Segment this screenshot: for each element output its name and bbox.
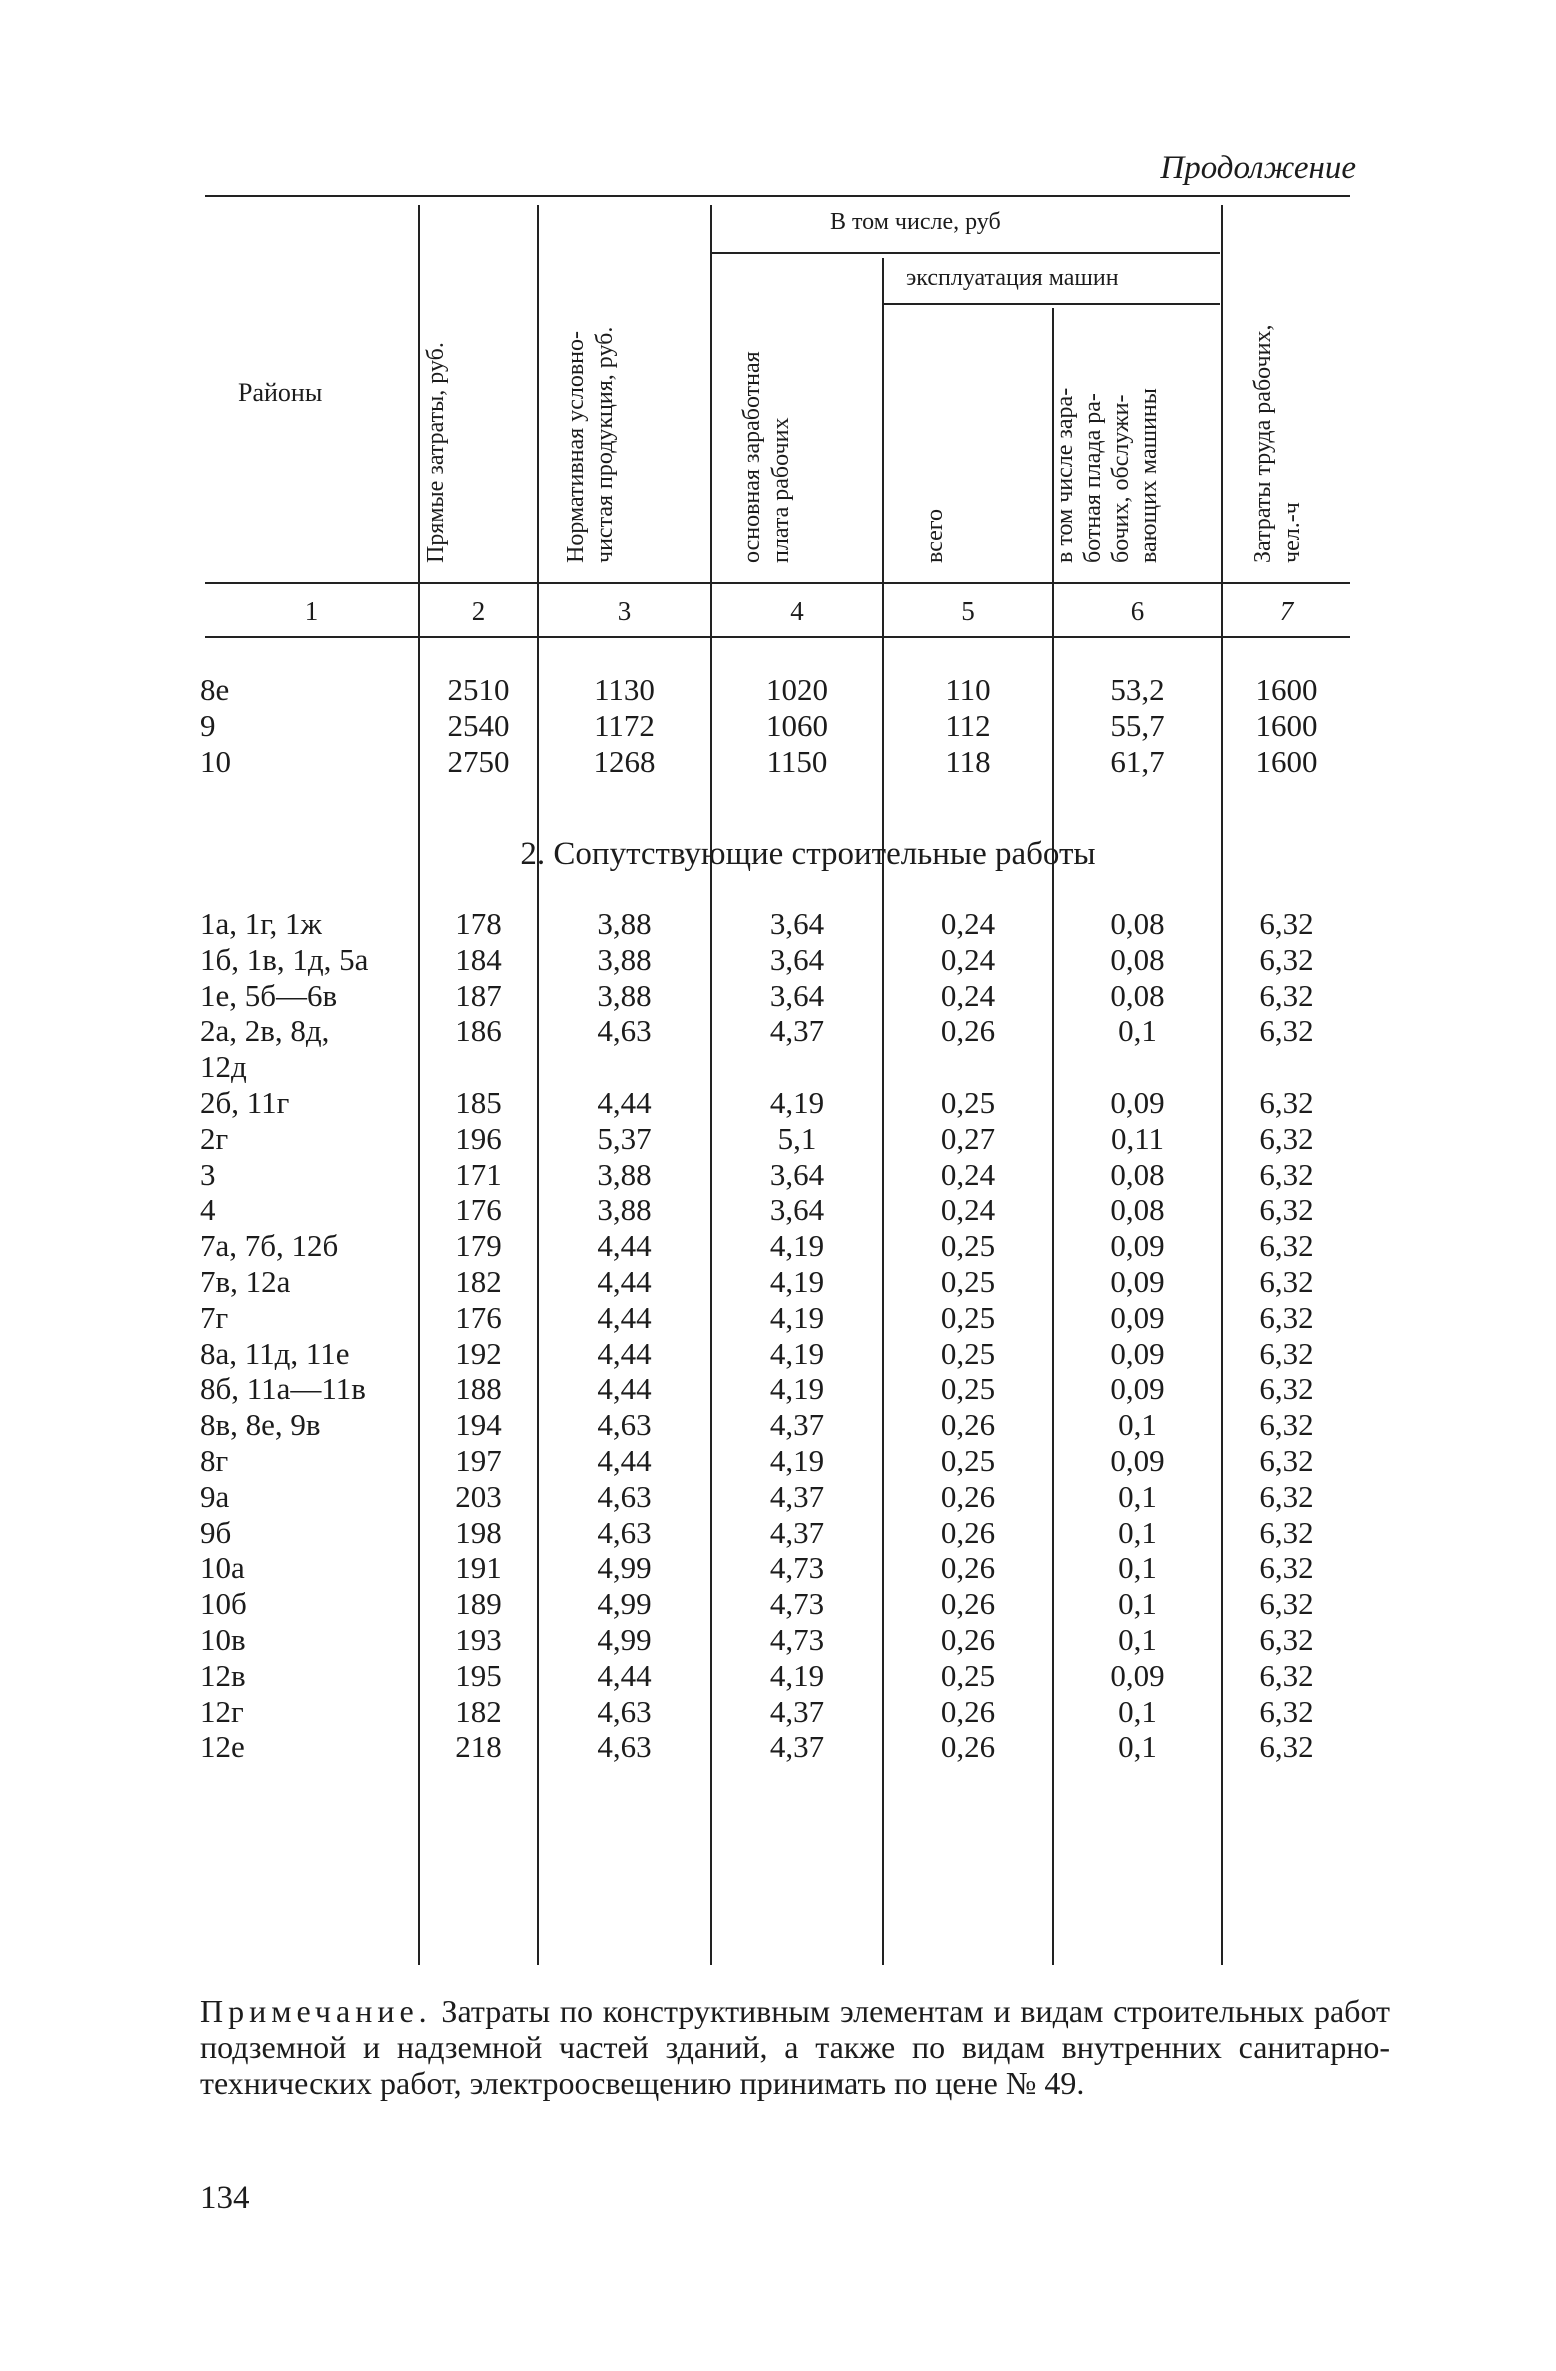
value-cell: 4,44 (597, 1085, 652, 1120)
value-cell: 6,32 (1259, 1693, 1314, 1729)
section-title: 2. Сопутствующие строительные работы (520, 836, 1096, 872)
district-cell: 9б (200, 1514, 232, 1550)
value-cell: 4,63 (597, 1407, 652, 1443)
value-cell: 0,26 (940, 1514, 996, 1550)
value-cell: 4,19 (769, 1657, 825, 1693)
value-cell: 198 (455, 1514, 502, 1550)
value-cell: 4,73 (769, 1586, 825, 1622)
value-cell: 0,26 (940, 1013, 996, 1049)
value-cell: 0,1 (1118, 1729, 1157, 1765)
value-cell: 171 (455, 1156, 502, 1192)
value-cell: 0,27 (940, 1120, 996, 1156)
value-cell: 195 (455, 1657, 502, 1693)
header-districts: Районы (238, 378, 323, 407)
colnum-bottom-rule (205, 636, 1350, 638)
value-cell: 3,64 (769, 1156, 825, 1192)
footnote-text: Затраты по конструктивным элементам и видам строительных работ подземной и надземной частей зданий, а также по видам внутренних санитарно-технических работ, электроосвещению принимать по цене № 49. (200, 1993, 1391, 2101)
value-cell: 53,2 (1110, 672, 1165, 707)
value-cell: 0,08 (1110, 941, 1165, 977)
value-cell: 178 (455, 906, 502, 941)
value-cell: 3,88 (597, 1192, 652, 1228)
value-cell: 1600 (1255, 708, 1318, 743)
value-cell: 184 (455, 941, 502, 977)
value-cell: 0,26 (940, 1478, 996, 1514)
value-cell: 4,37 (769, 1514, 825, 1550)
value-cell: 6,32 (1259, 1228, 1314, 1264)
value-cell: 3,88 (597, 1156, 652, 1192)
value-cell: 4,63 (597, 1514, 652, 1550)
value-cell: 0,25 (940, 1371, 996, 1407)
value-cell: 203 (455, 1478, 502, 1514)
value-cell: 0,24 (940, 1156, 996, 1192)
value-cell: 4,19 (769, 1264, 825, 1299)
district-cell: 1е, 5б—6в (200, 977, 338, 1013)
value-cell: 1150 (766, 744, 828, 779)
value-cell: 6,32 (1259, 1514, 1314, 1550)
value-cell: 0,09 (1110, 1335, 1165, 1371)
value-cell: 0,09 (1110, 1264, 1165, 1299)
value-cell: 1020 (766, 672, 828, 707)
value-cell: 176 (455, 1192, 502, 1228)
district-cell: 2б, 11г (200, 1085, 290, 1120)
value-cell: 6,32 (1259, 1371, 1314, 1407)
value-cell: 0,09 (1110, 1228, 1165, 1264)
value-cell: 179 (455, 1228, 502, 1264)
value-cell: 0,08 (1110, 1192, 1165, 1228)
value-cell: 4,99 (597, 1550, 652, 1586)
value-cell: 0,1 (1118, 1407, 1157, 1443)
district-cell: 2а, 2в, 8д, (200, 1013, 330, 1049)
district-cell: 1б, 1в, 1д, 5а (200, 941, 369, 977)
value-cell: 4,19 (769, 1335, 825, 1371)
value-cell: 4,37 (769, 1729, 825, 1765)
value-cell: 6,32 (1259, 1622, 1314, 1657)
value-cell: 6,32 (1259, 1299, 1314, 1335)
value-cell: 6,32 (1259, 1335, 1314, 1371)
value-cell: 0,25 (940, 1335, 996, 1371)
district-cell: 8а, 11д, 11е (200, 1335, 350, 1371)
district-cell: 10в (200, 1622, 246, 1657)
footnote-label: Примечание. (200, 1993, 432, 2029)
value-cell: 218 (455, 1729, 502, 1765)
value-cell: 0,25 (940, 1657, 996, 1693)
value-cell: 4,63 (597, 1729, 652, 1765)
column-number: 2 (471, 596, 486, 626)
including-rule (712, 252, 1220, 254)
value-cell: 0,25 (940, 1085, 996, 1120)
value-cell: 0,1 (1118, 1693, 1157, 1729)
district-cell: 8б, 11а—11в (200, 1371, 366, 1407)
value-cell: 4,44 (597, 1657, 652, 1693)
value-cell: 0,26 (940, 1622, 996, 1657)
value-cell: 4,19 (769, 1443, 825, 1478)
value-cell: 4,63 (597, 1013, 652, 1049)
column-number: 3 (617, 596, 632, 626)
district-cell: 2г (200, 1120, 229, 1156)
value-cell: 185 (455, 1085, 502, 1120)
value-cell: 176 (455, 1299, 502, 1335)
value-cell: 0,25 (940, 1264, 996, 1299)
value-cell: 186 (455, 1013, 502, 1049)
value-cell: 5,37 (597, 1120, 652, 1156)
district-cell: 12г (200, 1693, 244, 1729)
value-cell: 1172 (594, 708, 655, 743)
value-cell: 112 (945, 708, 991, 743)
value-cell: 0,26 (940, 1550, 996, 1586)
value-cell: 3,64 (769, 906, 825, 941)
value-cell: 6,32 (1259, 1192, 1314, 1228)
value-cell: 4,44 (597, 1371, 652, 1407)
table-top-rule (205, 195, 1350, 197)
district-cell: 8г (200, 1443, 229, 1478)
value-cell: 4,37 (769, 1478, 825, 1514)
value-cell: 0,09 (1110, 1371, 1165, 1407)
value-cell: 4,73 (769, 1622, 825, 1657)
district-cell: 12е (200, 1729, 245, 1765)
value-cell: 4,19 (769, 1371, 825, 1407)
value-cell: 6,32 (1259, 941, 1314, 977)
value-cell: 2750 (447, 744, 510, 779)
value-cell: 191 (455, 1550, 502, 1586)
value-cell: 0,25 (940, 1443, 996, 1478)
value-cell: 4,44 (597, 1299, 652, 1335)
value-cell: 4,44 (597, 1264, 652, 1299)
value-cell: 4,37 (769, 1407, 825, 1443)
value-cell: 1130 (594, 672, 655, 707)
district-cell: 7а, 7б, 12б (200, 1228, 339, 1264)
value-cell: 6,32 (1259, 1013, 1314, 1049)
value-cell: 6,32 (1259, 1550, 1314, 1586)
value-cell: 0,24 (940, 906, 996, 941)
value-cell: 55,7 (1110, 708, 1165, 743)
value-cell: 188 (455, 1371, 502, 1407)
value-cell: 0,09 (1110, 1085, 1165, 1120)
value-cell: 0,26 (940, 1407, 996, 1443)
value-cell: 6,32 (1259, 1729, 1314, 1765)
value-cell: 0,1 (1118, 1622, 1157, 1657)
value-cell: 4,99 (597, 1622, 652, 1657)
column-number: 7 (1279, 596, 1294, 626)
value-cell: 6,32 (1259, 1120, 1314, 1156)
value-cell: 6,32 (1259, 1478, 1314, 1514)
value-cell: 0,24 (940, 1192, 996, 1228)
value-cell: 0,08 (1110, 906, 1165, 941)
value-cell: 2510 (447, 672, 510, 707)
district-cell: 10б (200, 1586, 247, 1622)
value-cell: 0,1 (1118, 1550, 1157, 1586)
value-cell: 6,32 (1259, 1657, 1314, 1693)
value-cell: 0,26 (940, 1729, 996, 1765)
footnote (200, 1993, 1390, 2101)
value-cell: 0,09 (1110, 1657, 1165, 1693)
value-cell: 118 (945, 744, 991, 779)
value-cell: 1600 (1255, 744, 1318, 779)
value-cell: 4,37 (769, 1693, 825, 1729)
value-cell: 0,24 (940, 941, 996, 977)
continuation-label: Продолжение (1160, 150, 1356, 186)
header-bottom-rule (205, 582, 1350, 584)
value-cell: 4,19 (769, 1085, 825, 1120)
value-cell: 4,19 (769, 1228, 825, 1264)
value-cell: 4,63 (597, 1693, 652, 1729)
value-cell: 3,64 (769, 977, 825, 1013)
value-cell: 3,88 (597, 941, 652, 977)
value-cell: 4,44 (597, 1335, 652, 1371)
value-cell: 61,7 (1110, 744, 1165, 779)
value-cell: 0,09 (1110, 1443, 1165, 1478)
district-cell: 10а (200, 1550, 245, 1586)
value-cell: 0,11 (1110, 1120, 1165, 1156)
value-cell: 192 (455, 1335, 502, 1371)
page-number: 134 (200, 2180, 250, 2216)
value-cell: 4,19 (769, 1299, 825, 1335)
value-cell: 0,08 (1110, 977, 1165, 1013)
column-number: 1 (304, 596, 319, 626)
district-cell: 7в, 12а (200, 1264, 291, 1299)
value-cell: 182 (455, 1693, 502, 1729)
value-cell: 4,73 (769, 1550, 825, 1586)
value-cell: 0,09 (1110, 1299, 1165, 1335)
value-cell: 0,08 (1110, 1156, 1165, 1192)
column-number: 6 (1130, 596, 1145, 626)
value-cell: 4,99 (597, 1586, 652, 1622)
value-cell: 0,1 (1118, 1013, 1157, 1049)
column-number: 5 (961, 596, 975, 626)
value-cell: 3,64 (769, 941, 825, 977)
value-cell: 6,32 (1259, 1156, 1314, 1192)
value-cell: 182 (455, 1264, 502, 1299)
district-cell: 12д (200, 1049, 247, 1085)
value-cell: 197 (455, 1443, 502, 1478)
value-cell: 187 (455, 977, 502, 1013)
district-cell: 8в, 8е, 9в (200, 1407, 321, 1443)
value-cell: 0,1 (1118, 1514, 1157, 1550)
value-cell: 3,88 (597, 906, 652, 941)
value-cell: 4,44 (597, 1228, 652, 1264)
value-cell: 6,32 (1259, 1264, 1314, 1299)
value-cell: 1600 (1255, 672, 1318, 707)
value-cell: 189 (455, 1586, 502, 1622)
value-cell: 196 (455, 1120, 502, 1156)
value-cell: 6,32 (1259, 1407, 1314, 1443)
value-cell: 0,1 (1118, 1586, 1157, 1622)
district-cell: 9а (200, 1478, 230, 1514)
value-cell: 1060 (766, 708, 828, 743)
value-cell: 0,24 (940, 977, 996, 1013)
value-cell: 6,32 (1259, 1443, 1314, 1478)
value-cell: 0,1 (1118, 1478, 1157, 1514)
value-cell: 0,26 (940, 1586, 996, 1622)
value-cell: 0,25 (940, 1299, 996, 1335)
district-cell: 7г (200, 1299, 229, 1335)
value-cell: 3,64 (769, 1192, 825, 1228)
value-cell: 0,26 (940, 1693, 996, 1729)
value-cell: 194 (455, 1407, 502, 1443)
value-cell: 6,32 (1259, 906, 1314, 941)
value-cell: 2540 (447, 708, 510, 743)
value-cell: 0,25 (940, 1228, 996, 1264)
value-cell: 5,1 (777, 1120, 817, 1156)
district-cell: 12в (200, 1657, 246, 1693)
header-including: В том числе, руб (830, 209, 1001, 235)
machine-ops-rule (882, 303, 1220, 305)
value-cell: 6,32 (1259, 1586, 1314, 1622)
value-cell: 4,44 (597, 1443, 652, 1478)
value-cell: 4,63 (597, 1478, 652, 1514)
column-number: 4 (790, 596, 804, 626)
value-cell: 1268 (593, 744, 656, 779)
district-cell: 3 (200, 1156, 216, 1192)
value-cell: 6,32 (1259, 977, 1314, 1013)
district-cell: 4 (200, 1192, 216, 1228)
district-cell: 1а, 1г, 1ж (200, 906, 322, 941)
value-cell: 6,32 (1259, 1085, 1314, 1120)
district-cell: 10 (200, 744, 231, 779)
district-cell: 8е (200, 672, 230, 707)
header-machine-ops: эксплуатация машин (906, 265, 1119, 291)
value-cell: 193 (455, 1622, 502, 1657)
district-cell: 9 (200, 708, 216, 743)
value-cell: 3,88 (597, 977, 652, 1013)
value-cell: 4,37 (769, 1013, 825, 1049)
value-cell: 110 (945, 672, 991, 707)
